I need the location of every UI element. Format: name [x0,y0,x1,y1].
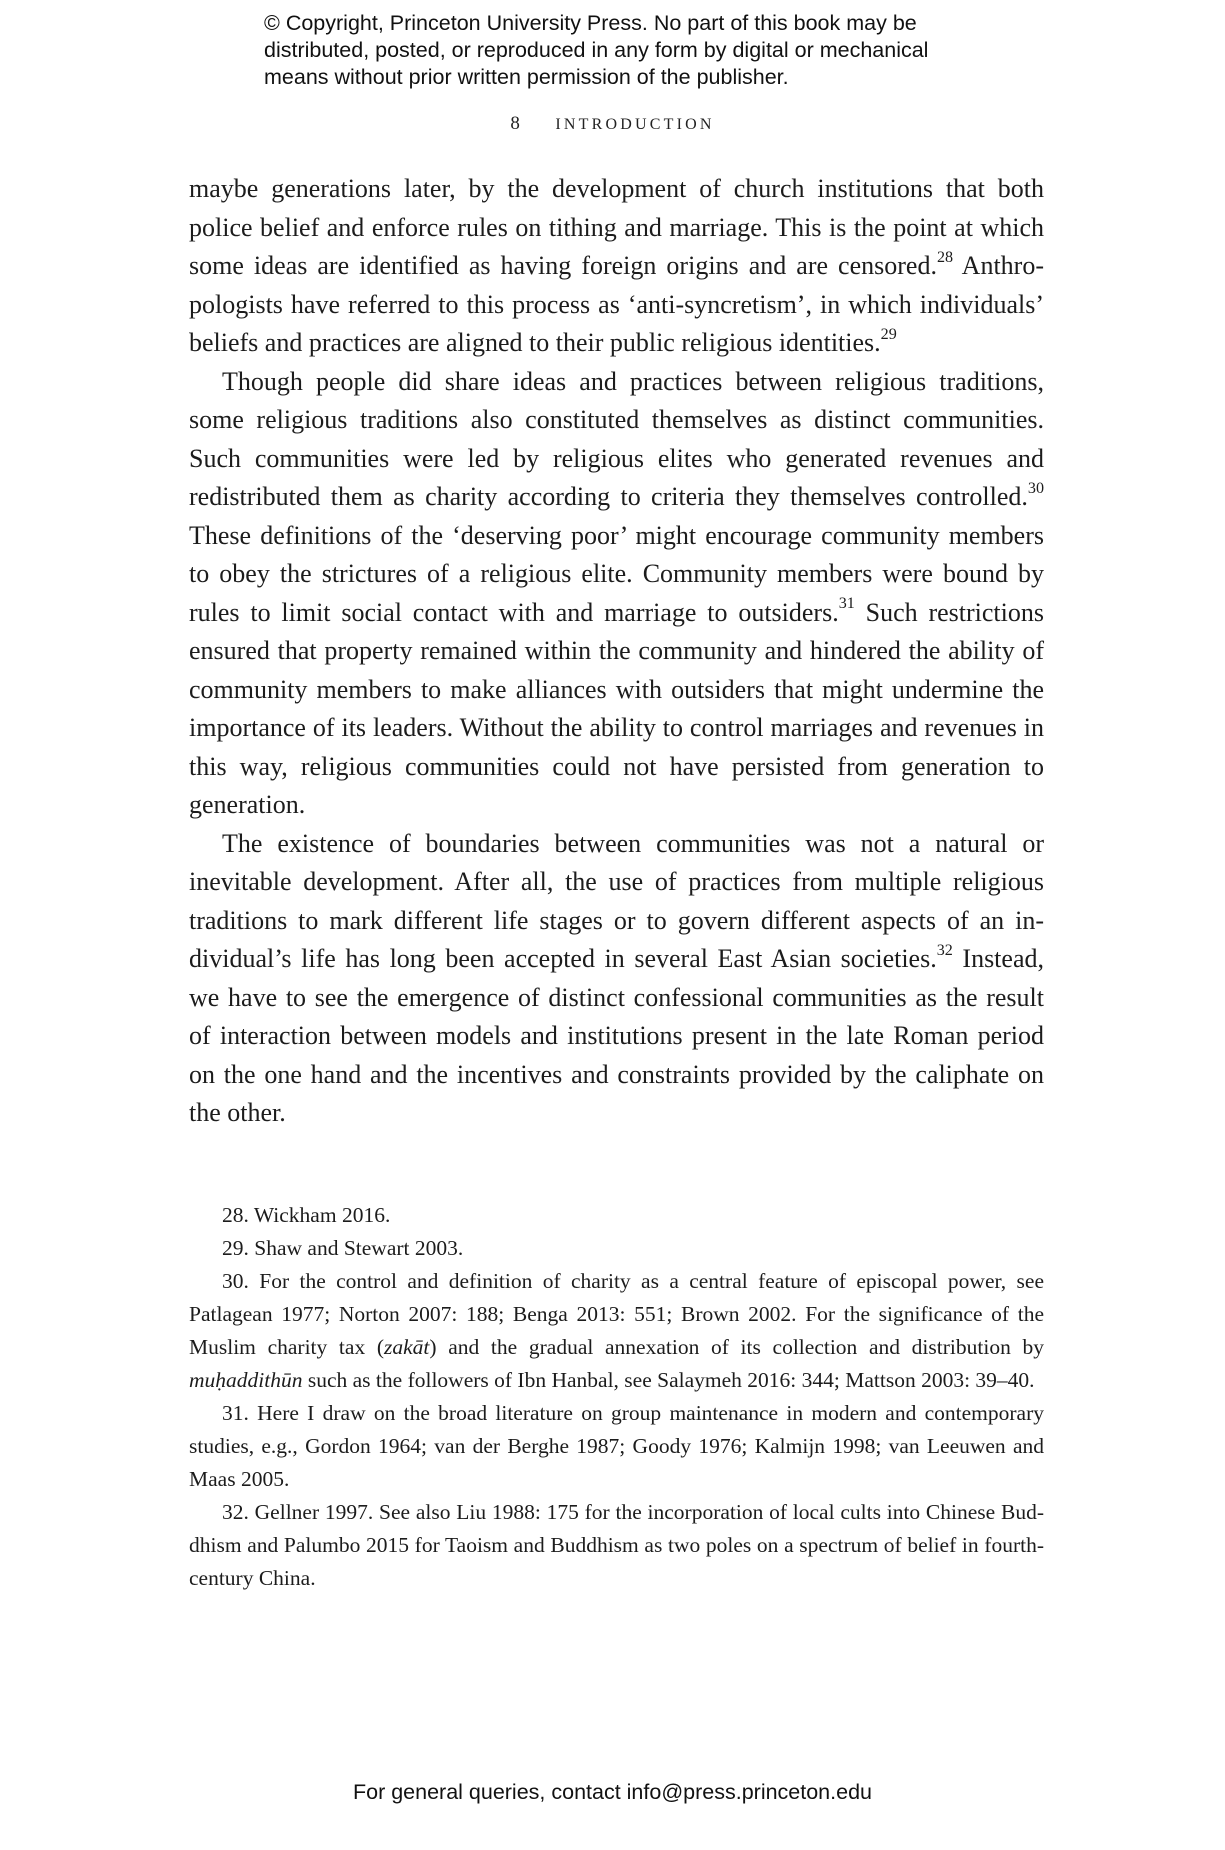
paragraph-text: These definitions of the ‘deserving poor’ might encourage community members to obey the strictures of a religious elite. Community members were bound by rules to limit social contact with and marriage to outsiders. [189,520,1044,627]
copyright-line: means without prior written permission of the publisher. [264,65,789,89]
chapter-title: INTRODUCTION [555,116,715,133]
paragraph-text: Anthropologists have referred to this process as ‘anti-syncretism’, in which individuals’ beliefs and practices are aligned to their public religious identities. [189,251,1044,357]
paragraph [189,170,1044,363]
copyright-line: distributed, posted, or reproduced in any form by digital or mechanical [264,38,929,62]
paragraph-text: Instead, we have to see the emergence of distinct confessional communities as the result of interaction between models and institutions present in the late Roman period on the one hand and the incentives and constraints provided by the caliphate on the other. [189,944,1044,1127]
footnote-ref[interactable]: 30 [1027,479,1044,497]
paragraph-text: Such restrictions ensured that property remained within the community and hindered the ability of community members to make alliances with outsiders that might undermine the importance of its leaders. Without the ability to control marriages and revenues in this way, religious communities could not have persisted from generation to generation. [189,597,1044,819]
footnote-text: 30. For the control and definition of charity as a central feature of episcopal power, see Patlagean 1977; Norton 2007: 188; Benga 2013: 551; Brown 2002. For the significance of the Muslim charity tax ( [189,1269,1044,1359]
copyright-notice [264,10,1024,91]
paragraph [189,363,1044,825]
footnotes [189,1199,1044,1595]
footnote-ref[interactable]: 29 [880,325,897,343]
paragraph [189,825,1044,1133]
paragraph-text: maybe generations later, by the development of church institutions that both police belief and enforce rules on tithing and marriage. This is the point at which some ideas are identified as having foreign origins and are censored. [189,174,1044,280]
running-head [0,113,1225,135]
footnote-ref[interactable]: 28 [936,248,954,266]
paragraph-text: Though people did share ideas and practices between religious traditions, some religious traditions also constituted themselves as distinct communities. Such communities were led by religious elites who generated revenues and redistributed them as charity according to criteria they themselves controlled. [189,366,1044,511]
paragraph-text: The existence of boundaries between communities was not a natural or inevitable development. After all, the use of practices from multiple religious traditions to mark different life stages or to govern different aspects of an individual’s life has long been accepted in several East Asian societies. [189,828,1044,973]
footnote: 29. Shaw and Stewart 2003. [222,1236,464,1260]
footnote-text: ) and the gradual annexation of its collection and distribution by [429,1335,1044,1359]
footer-contact: For general queries, contact info@press.princeton.edu [352,1780,872,1804]
footnote-ref[interactable]: 32 [936,941,953,959]
italic-term: zakāt [384,1335,430,1359]
footnote [189,1265,1044,1397]
footnote: 32. Gellner 1997. See also Liu 1988: 175 for the incorporation of local cults into Chinese Buddhism and Palumbo 2015 for Taoism and Buddhism as two poles on a spectrum of belief in fourth-century China. [189,1500,1044,1590]
footnote-text: such as the followers of Ibn Hanbal, see Salaymeh 2016: 344; Mattson 2003: 39–40. [302,1368,1035,1392]
footnote: 31. Here I draw on the broad literature on group maintenance in modern and contemporary studies, e.g., Gordon 1964; van der Berghe 1987; Goody 1976; Kalmijn 1998; van Leeuwen and Maas 2005. [189,1401,1044,1491]
footnote: 28. Wickham 2016. [222,1203,391,1227]
italic-term: muḥaddithūn [189,1368,303,1392]
footnote-ref[interactable]: 31 [838,595,855,613]
copyright-line: © Copyright, Princeton University Press. No part of this book may be [264,11,917,35]
body-text [189,170,1044,1133]
page-number: 8 [510,113,520,134]
